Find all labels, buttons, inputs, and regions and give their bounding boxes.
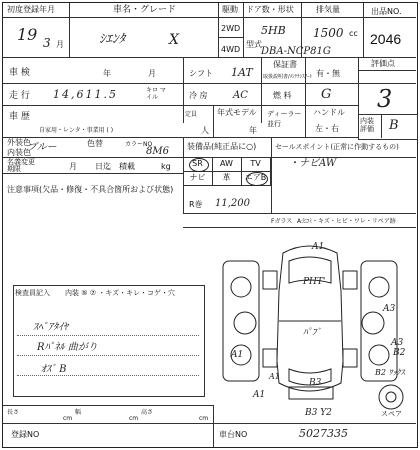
divider (183, 227, 416, 228)
name-change-day: 日迄 (95, 162, 111, 171)
history-label: 車 歴 (9, 112, 30, 122)
damage-mark-a1-front: A1 (312, 242, 325, 252)
ac-label: 冷 房 (189, 91, 208, 100)
damage-mark-b2: B2 (393, 348, 406, 358)
divider (271, 137, 272, 213)
reg-no-label: 登録NO (11, 430, 40, 439)
diagram-header: Fガラス (271, 218, 293, 225)
divider (3, 137, 358, 138)
mileage-value: 14,611.5 (53, 88, 118, 101)
shift-label: シフト (189, 69, 213, 78)
divider (183, 213, 416, 214)
sales-point-value: ・ナビAW (289, 158, 337, 169)
damage-mark-a3-right: A3 (383, 304, 396, 314)
height-label: 高さ (141, 409, 154, 416)
equipment-airbag: エアB (241, 171, 271, 186)
divider (3, 83, 416, 84)
doors-value: 5HB (261, 24, 286, 37)
color-no-value: 8M6 (146, 146, 169, 157)
car-name: ｼｴﾝﾀ (99, 32, 125, 47)
drive-label: 駆動 (222, 5, 238, 14)
inspector-note-1: ｽﾍﾟｱﾀｲﾔ (33, 322, 68, 333)
handle-value: 左・右 (315, 124, 339, 133)
color-change-label: 色替 (87, 139, 103, 148)
inspector-options: 内装 ⑤ ⑦ ・キズ・キレ・コゲ・穴 (65, 289, 176, 297)
divider (305, 57, 306, 105)
damage-mark-b2-wax: B2 ﾜｯｸｽ (375, 368, 405, 377)
r-value: 11,200 (215, 198, 250, 209)
load-label: 積載 (119, 162, 135, 171)
ac-value: AC (233, 90, 248, 101)
model-value: DBA-NCP81G (261, 46, 331, 57)
length-label: 長さ (7, 409, 20, 416)
kg-unit: kg (161, 162, 171, 171)
divider (381, 114, 382, 138)
damage-mark-b3: B3 (309, 378, 322, 388)
divider (213, 405, 214, 447)
damage-mark-a1-side: A1 (269, 372, 280, 381)
chassis-label: 車台NO (219, 430, 248, 439)
divider (213, 105, 214, 137)
ruled-line (17, 375, 199, 376)
manual-label: 取扱説明書/ﾒﾝﾃﾅﾝｽﾉｰﾄ (263, 74, 313, 80)
exterior-color-value: ブルー (27, 142, 57, 153)
diagram-legend: A:ﾋｺﾐ・キズ・ヒビ・ワレ・リペア跡 (297, 218, 396, 225)
capacity-unit: 人 (201, 126, 209, 135)
color-no-label: カラーNO (125, 141, 153, 148)
divider (3, 57, 416, 58)
lot-number: 2046 (370, 31, 402, 47)
divider (183, 57, 184, 123)
new-model-unit: 年 (249, 126, 257, 135)
name-change-label: 名義変更 期限 (7, 158, 35, 173)
history-options: 自家用・レンタ・事業用 ( ) (39, 127, 114, 134)
doors-label: ドア数・形状 (246, 5, 294, 14)
warranty-label: 保証書 (273, 60, 297, 69)
auction-inspection-sheet (2, 2, 418, 448)
damage-mark-a1-left: A1 (231, 350, 244, 360)
equipment-tv: TV (241, 157, 271, 172)
model-label: 型式 (246, 40, 262, 49)
warranty-value: 有・無 (316, 69, 340, 78)
sales-point-title: セールスポイント(正常に作動するもの) (275, 143, 399, 151)
divider (363, 3, 364, 57)
chassis-value: 5027335 (299, 427, 348, 440)
divider (261, 57, 262, 123)
mileage-label: 走 行 (9, 91, 30, 101)
dealer-label: ディーラー 並行 (267, 110, 302, 128)
new-model-label: 年式モデル (217, 108, 257, 117)
divider (3, 423, 416, 424)
divider (305, 105, 306, 137)
equipment-aw: AW (212, 157, 242, 172)
r-label: R巻 (189, 200, 203, 209)
month-unit: 月 (56, 40, 64, 49)
displacement-label: 排気量 (316, 5, 340, 14)
ruled-line (17, 355, 199, 356)
interior-color-label: 内装色 (7, 148, 31, 157)
drive-4wd: 4WD (221, 45, 241, 54)
fuel-value: G (321, 87, 332, 102)
selection-circle (189, 158, 209, 172)
equipment-leather: 革 (212, 171, 242, 186)
inspector-note-3: ｵｽﾞ B (41, 364, 67, 375)
width-unit: cm (129, 415, 139, 422)
divider (3, 17, 416, 18)
inspection-label: 車 検 (9, 68, 30, 78)
selection-circle (246, 172, 268, 186)
equipment-sr: SR (183, 157, 213, 172)
divider (3, 405, 213, 406)
divider (243, 3, 244, 57)
damage-mark-a3-rear: A3 (391, 338, 404, 348)
month-unit: 月 (148, 69, 156, 78)
interior-eval-label: 内装 評価 (360, 117, 374, 133)
divider (218, 37, 243, 38)
car-grade-label: 車名・グレード (113, 5, 177, 15)
inspector-box (13, 285, 205, 397)
damage-mark-b3-y2: B3 Y2 (305, 408, 332, 418)
handle-label: ハンドル (313, 108, 345, 117)
cc-unit: cc (349, 29, 358, 38)
name-change-month: 月 (69, 162, 77, 171)
inspector-note-2: Rﾊﾟﾈﾙ 曲がり (37, 342, 98, 353)
length-unit: cm (63, 415, 73, 422)
drive-2wd: 2WD (221, 24, 241, 33)
capacity-label: 定員 (185, 111, 198, 118)
lot-label: 出品NO. (371, 7, 402, 16)
exterior-color-label: 外装色 (7, 138, 31, 147)
divider (69, 3, 70, 57)
inspector-label: 検査員記入 (15, 289, 50, 297)
grade: X (169, 32, 179, 48)
first-reg-month: 3 (43, 36, 51, 50)
mileage-unit: キロ マイル (146, 87, 166, 101)
spare-label: スペア (381, 410, 402, 418)
car-damage-diagram (203, 231, 415, 417)
equipment-navi: ナビ (183, 171, 213, 186)
divider (358, 70, 416, 71)
shift-value: 1AT (231, 66, 253, 79)
eval-value: 3 (377, 85, 393, 113)
damage-mark-roof: ﾊﾟﾌﾞ (303, 328, 322, 338)
eval-label: 評価点 (371, 59, 395, 68)
first-reg-label: 初度登録年月 (7, 5, 55, 14)
year-unit: 年 (103, 69, 111, 78)
divider (3, 173, 183, 174)
damage-mark-a1-rear-left: A1 (253, 390, 266, 400)
equipment-title: 装備品(純正品に○) (187, 142, 257, 151)
displacement-value: 1500 (313, 26, 344, 40)
damage-mark-hood: PHT' (303, 277, 326, 287)
fuel-label: 燃 料 (273, 91, 292, 100)
notes-title: 注意事項(欠品・修復・不具合箇所および状態) (7, 185, 174, 194)
first-reg-year: 19 (17, 25, 38, 44)
interior-eval-value: B (389, 118, 399, 133)
ruled-line (17, 335, 199, 336)
width-label: 幅 (75, 409, 82, 416)
divider (218, 3, 219, 57)
height-unit: cm (199, 415, 209, 422)
